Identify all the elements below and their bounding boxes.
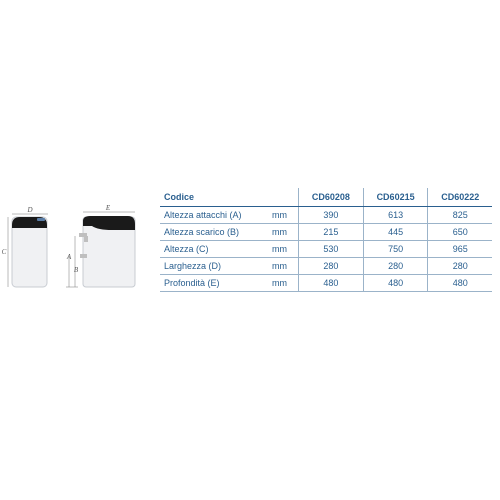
value-cell: 613 [363, 207, 428, 224]
b-label: B [73, 266, 79, 274]
width-label: D [27, 206, 33, 214]
parameter-name: Profondità (E) [160, 275, 268, 292]
outlet-fitting [84, 236, 88, 242]
drain-fitting [80, 254, 87, 258]
table-row [160, 207, 492, 224]
unit-cell: mm [268, 241, 299, 258]
table-header-row [160, 188, 492, 207]
value-cell: 280 [363, 258, 428, 275]
value-cell: 390 [299, 207, 364, 224]
value-cell: 280 [299, 258, 364, 275]
value-cell: 215 [299, 224, 364, 241]
table-row [160, 258, 492, 275]
model-header: CD60208 [299, 188, 364, 207]
parameter-name: Altezza (C) [160, 241, 268, 258]
model-header: CD60222 [428, 188, 492, 207]
value-cell: 445 [363, 224, 428, 241]
side-view [66, 204, 135, 287]
table-row [160, 224, 492, 241]
model-header: CD60215 [363, 188, 428, 207]
unit-cell: mm [268, 258, 299, 275]
unit-cell: mm [268, 275, 299, 292]
value-cell: 825 [428, 207, 492, 224]
parameter-name: Altezza scarico (B) [160, 224, 268, 241]
value-cell: 750 [363, 241, 428, 258]
height-label: C [1, 248, 7, 256]
value-cell: 480 [428, 275, 492, 292]
unit-cell: mm [268, 207, 299, 224]
depth-label: E [105, 204, 111, 212]
value-cell: 530 [299, 241, 364, 258]
front-display [37, 218, 45, 221]
value-cell: 280 [428, 258, 492, 275]
unit-cell: mm [268, 224, 299, 241]
table-row [160, 241, 492, 258]
code-header: Codice [160, 188, 299, 207]
a-label: A [66, 253, 72, 261]
front-view [2, 206, 48, 287]
value-cell: 480 [299, 275, 364, 292]
parameter-name: Larghezza (D) [160, 258, 268, 275]
specifications-table [160, 188, 492, 292]
table-row [160, 275, 492, 292]
value-cell: 480 [363, 275, 428, 292]
value-cell: 965 [428, 241, 492, 258]
value-cell: 650 [428, 224, 492, 241]
parameter-name: Altezza attacchi (A) [160, 207, 268, 224]
